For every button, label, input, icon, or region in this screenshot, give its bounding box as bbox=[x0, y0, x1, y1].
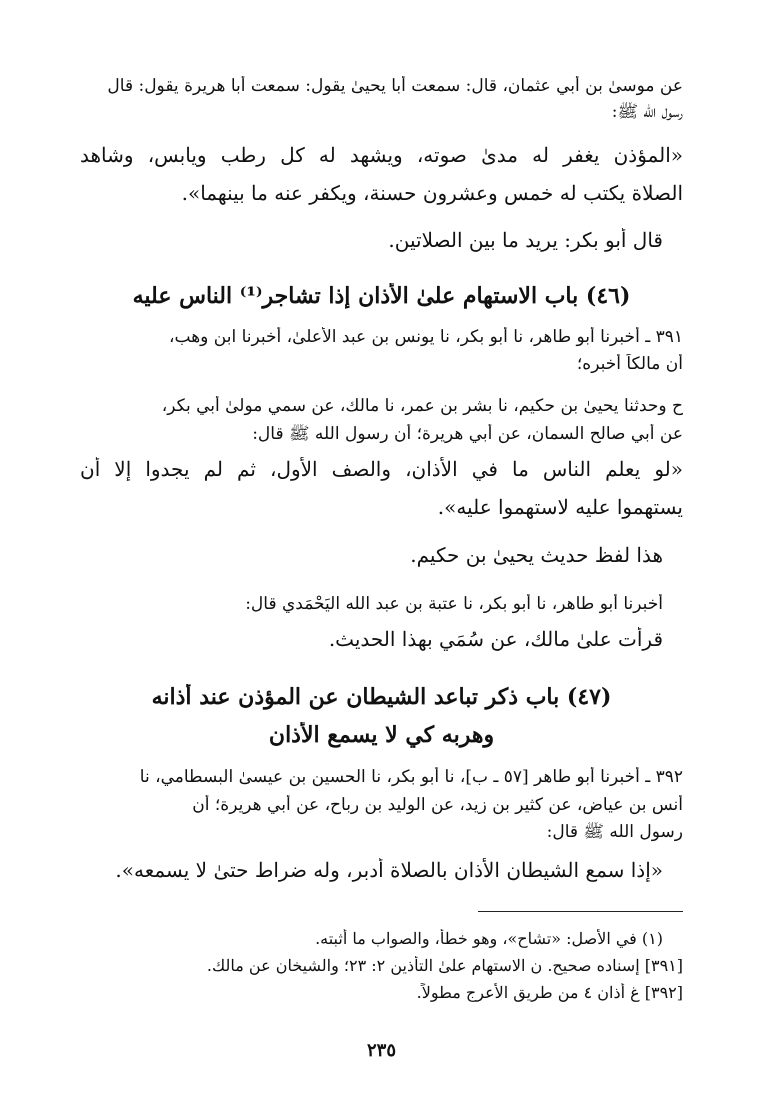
footnote: [٣٩١] إسناده صحيح. ن الاستهام علىٰ التأذين ٢: ٢٣؛ والشيخان عن مالك. bbox=[206, 956, 683, 975]
isnad-line: ٣٩١ ـ أخبرنا أبو طاهر، نا أبو بكر، نا يونس بن عبد الأعلىٰ، أخبرنا ابن وهب، bbox=[169, 327, 683, 347]
footnote: [٣٩٢] غ أذان ٤ من طريق الأعرج مطولاً. bbox=[416, 983, 683, 1002]
isnad-line: ٣٩٢ ـ أخبرنا أبو طاهر [٥٧ ـ ب]، نا أبو بكر، نا الحسين بن عيسىٰ البسطامي، نا bbox=[139, 767, 683, 787]
footnote-divider bbox=[478, 911, 683, 912]
hadith-text: «إذا سمع الشيطان الأذان بالصلاة أدبر، وله ضراط حتىٰ لا يسمعه». bbox=[115, 858, 663, 882]
commentary: قال أبو بكر: يريد ما بين الصلاتين. bbox=[388, 228, 663, 252]
text-line: عن موسىٰ بن أبي عثمان، قال: سمعت أبا يحيىٰ يقول: سمعت أبا هريرة يقول: قال bbox=[107, 76, 683, 96]
page-number: ٢٣٥ bbox=[366, 1040, 396, 1061]
hadith-text: الصلاة يكتب له خمس وعشرون حسنة، ويكفر عنه ما بينهما». bbox=[181, 181, 683, 205]
isnad-line: عن أبي صالح السمان، عن أبي هريرة؛ أن رسول الله ﷺ قال: bbox=[252, 424, 683, 444]
commentary: هذا لفظ حديث يحيىٰ بن حكيم. bbox=[410, 543, 663, 567]
isnad-line: أنس بن عياض، عن كثير بن زيد، عن الوليد بن رباح، عن أبي هريرة؛ أن bbox=[192, 795, 683, 815]
hadith-text: «لو يعلم الناس ما في الأذان، والصف الأول، ثم لم يجدوا إلا أن bbox=[80, 457, 683, 481]
isnad-line: ح وحدثنا يحيىٰ بن حكيم، نا بشر بن عمر، نا مالك، عن سمي مولىٰ أبي بكر، bbox=[161, 396, 683, 416]
hadith-text: يستهموا عليه لاستهموا عليه». bbox=[437, 495, 683, 519]
text-line: رسول الله ﷺ: bbox=[611, 102, 683, 122]
chapter-heading: (٤٧) باب ذكر تباعد الشيطان عن المؤذن عند أذانه bbox=[151, 684, 612, 710]
isnad-line: رسول الله ﷺ قال: bbox=[546, 822, 683, 842]
chapter-heading: (٤٦) باب الاستهام علىٰ الأذان إذا تشاجر⁽¹⁾ الناس عليه bbox=[132, 283, 631, 309]
commentary: قرأت علىٰ مالك، عن سُمَي بهذا الحديث. bbox=[328, 627, 663, 651]
hadith-text: «المؤذن يغفر له مدىٰ صوته، ويشهد له كل رطب ويابس، وشاهد bbox=[80, 143, 683, 167]
footnote: (١) في الأصل: «تشاح»، وهو خطأ، والصواب ما أثبته. bbox=[315, 929, 663, 948]
isnad-line: أن مالكاً أخبره؛ bbox=[576, 354, 683, 374]
chapter-heading: وهربه كي لا يسمع الأذان bbox=[268, 722, 495, 748]
isnad-line: أخبرنا أبو طاهر، نا أبو بكر، نا عتبة بن عبد الله اليَحْمَدي قال: bbox=[245, 594, 663, 614]
